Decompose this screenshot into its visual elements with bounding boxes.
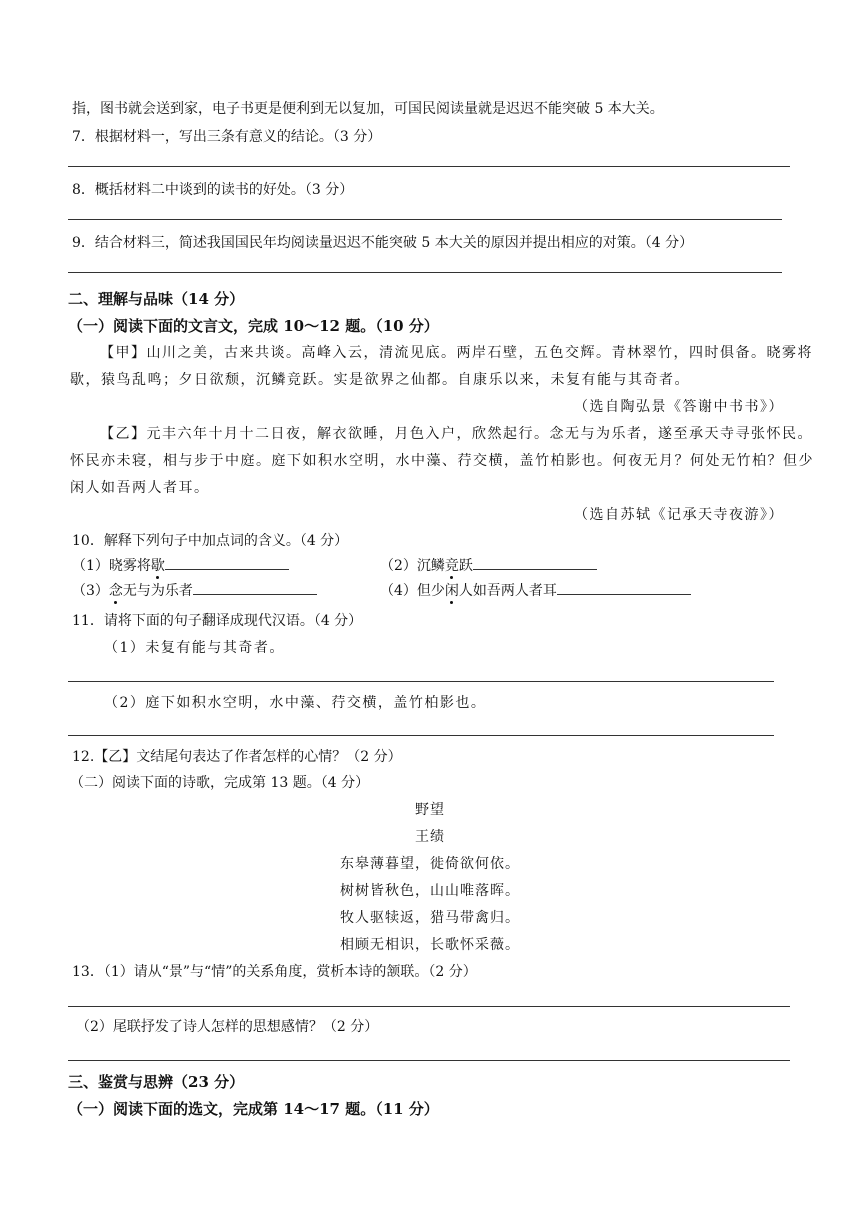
section-3-title: 三、鉴赏与思辨（23 分） bbox=[68, 1073, 245, 1091]
q10-item-3: （3）念无与为乐者 bbox=[72, 580, 317, 601]
question-13-2: （2）尾联抒发了诗人怎样的思想感情？（2 分） bbox=[76, 1019, 379, 1035]
answer-line-q11-2[interactable] bbox=[68, 735, 774, 736]
section-2-sub1: （一）阅读下面的文言文，完成 10～12 题。（10 分） bbox=[68, 317, 439, 335]
question-9: 9．结合材料三，简述我国国民年均阅读量迟迟不能突破 5 本大关的原因并提出相应的对策。（4 分） bbox=[72, 235, 694, 251]
q10-blank-3[interactable] bbox=[193, 580, 317, 595]
answer-line-q13-1[interactable] bbox=[68, 1006, 790, 1007]
passage-jia-source: （选自陶弘景《答谢中书书》） bbox=[574, 399, 784, 415]
poem-line-4: 相顾无相识，长歌怀采薇。 bbox=[340, 937, 520, 953]
q10-item-2: （2）沉鳞竞跃 bbox=[380, 555, 597, 576]
q11-sentence-1: （1）未复有能与其奇者。 bbox=[104, 640, 285, 656]
answer-line-q11-1[interactable] bbox=[68, 681, 774, 682]
poem-author: 王绩 bbox=[415, 829, 445, 845]
poem-line-2: 树树皆秋色，山山唯落晖。 bbox=[340, 883, 520, 899]
q10-item-4: （4）但少闲人如吾两人者耳 bbox=[380, 580, 691, 601]
passage-jia-line-1: 【甲】山川之美，古来共谈。高峰入云，清流见底。两岸石壁，五色交辉。青林翠竹，四时俱备。晓雾将 bbox=[100, 345, 813, 361]
question-12: 12.【乙】文结尾句表达了作者怎样的心情？（2 分） bbox=[72, 749, 402, 765]
answer-line-q9[interactable] bbox=[68, 272, 782, 273]
question-8: 8．概括材料二中谈到的读书的好处。（3 分） bbox=[72, 182, 354, 198]
q11-sentence-2: （2）庭下如积水空明，水中藻、荇交横，盖竹柏影也。 bbox=[104, 695, 487, 711]
q10-blank-1[interactable] bbox=[165, 555, 289, 570]
q10-blank-2[interactable] bbox=[473, 555, 597, 570]
question-13-1: 13．（1）请从“景”与“情”的关系角度，赏析本诗的颔联。（2 分） bbox=[72, 964, 477, 980]
passage-yi-line-2: 怀民亦未寝，相与步于中庭。庭下如积水空明，水中藻、荇交横，盖竹柏影也。何夜无月？何处无竹柏？但少 bbox=[70, 453, 814, 469]
poem-title: 野望 bbox=[415, 802, 445, 818]
section-2-sub2: （二）阅读下面的诗歌，完成第 13 题。（4 分） bbox=[70, 775, 370, 791]
section-3-sub1: （一）阅读下面的选文，完成第 14～17 题。（11 分） bbox=[68, 1100, 439, 1118]
answer-line-q7[interactable] bbox=[68, 166, 790, 167]
passage-yi-line-3: 闲人如吾两人者耳。 bbox=[70, 480, 210, 496]
poem-line-3: 牧人驱犊返，猎马带禽归。 bbox=[340, 910, 520, 926]
question-10: 10．解释下列句子中加点词的含义。（4 分） bbox=[72, 533, 349, 549]
q10-item-1: （1）晓雾将歇 bbox=[72, 555, 289, 576]
passage-yi-line-1: 【乙】元丰六年十月十二日夜，解衣欲睡，月色入户，欣然起行。念无与为乐者，遂至承天寺寻张怀民。 bbox=[100, 426, 813, 442]
passage-jia-line-2: 歇，猿鸟乱鸣；夕日欲颓，沉鳞竞跃。实是欲界之仙都。自康乐以来，未复有能与其奇者。 bbox=[70, 372, 690, 388]
question-7: 7．根据材料一，写出三条有意义的结论。（3 分） bbox=[72, 129, 382, 145]
section-2-title: 二、理解与品味（14 分） bbox=[68, 290, 245, 308]
question-11: 11．请将下面的句子翻译成现代汉语。（4 分） bbox=[72, 613, 363, 629]
answer-line-q8[interactable] bbox=[68, 219, 782, 220]
q10-blank-4[interactable] bbox=[557, 580, 691, 595]
poem-line-1: 东皋薄暮望，徙倚欲何依。 bbox=[340, 856, 520, 872]
material-tail-text: 指，图书就会送到家，电子书更是便利到无以复加，可国民阅读量就是迟迟不能突破 5 本大关。 bbox=[72, 101, 664, 117]
answer-line-q13-2[interactable] bbox=[68, 1060, 790, 1061]
passage-yi-source: （选自苏轼《记承天寺夜游》） bbox=[574, 507, 784, 523]
